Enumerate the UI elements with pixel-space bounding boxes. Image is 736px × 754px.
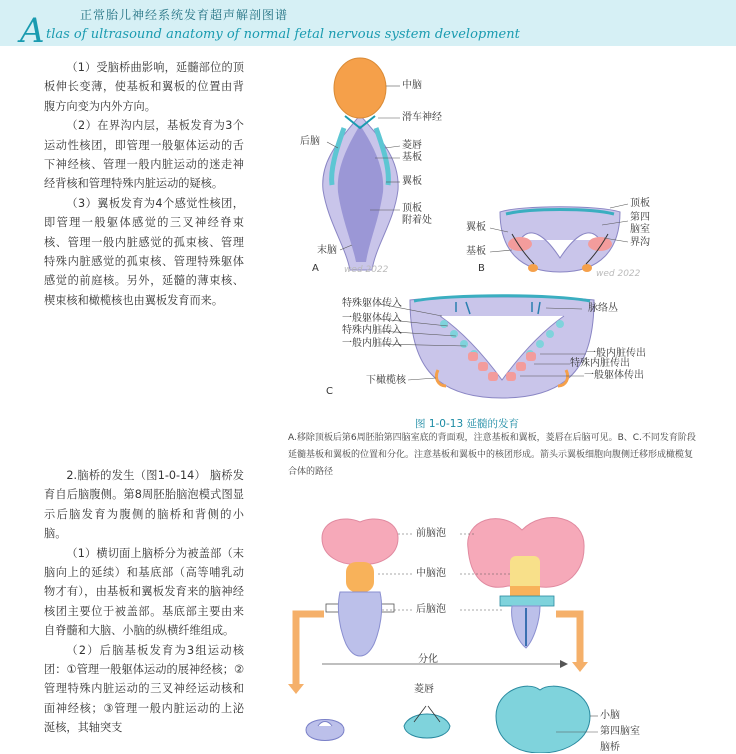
fig14-vesicles-left: [322, 519, 398, 656]
label-sva-in: 特殊内脏传入: [342, 325, 402, 336]
label-pons: 脑桥: [600, 742, 620, 753]
label-hindbrain-vesicle: 后脑泡: [416, 604, 446, 615]
label-roof-plate: 顶板: [402, 203, 422, 214]
label-differentiation: 分化: [418, 654, 438, 665]
fig13-panel-c: [380, 296, 594, 398]
label-attachment: 附着处: [402, 215, 432, 226]
label-sulcus-limitans: 界沟: [630, 237, 650, 248]
label-midbrain-vesicle: 中脑泡: [416, 568, 446, 579]
label-panel-b: B: [478, 263, 485, 274]
label-gve-out: 一般内脏传出: [586, 348, 646, 359]
label-trochlear-nerve: 滑车神经: [402, 112, 442, 123]
label-panel-a: A: [312, 263, 319, 274]
label-roof-plate-b: 顶板: [630, 198, 650, 209]
label-rhombic-lip-14: 菱唇: [414, 684, 434, 695]
fig14-arrows: [288, 614, 588, 694]
header-title-cn: 正常胎儿神经系统发育超声解剖图谱: [80, 8, 289, 22]
label-panel-c: C: [326, 386, 333, 397]
label-alar-plate: 翼板: [402, 176, 422, 187]
label-sve-out: 特殊内脏传出: [570, 358, 630, 369]
paragraph-2: （2）在界沟内层，基板发育为3个运动性核团，即管理一般躯体运动的舌下神经核、管理一般内脏运动的迷走神经背核和管理特殊内脏运动的疑核。: [44, 119, 244, 191]
label-gsa-in: 一般躯体传入: [342, 313, 402, 324]
label-myelencephalon: 末脑: [317, 245, 337, 256]
paragraph-1: （1）受脑桥曲影响，延髓部位的顶板伸长变薄，使基板和翼板的位置由背腹方向变为内外方向。: [44, 61, 244, 113]
label-fourth-ventricle-1: 第四: [630, 212, 650, 223]
header-title-initial: A: [20, 11, 45, 51]
label-choroid-plexus: 脉络丛: [588, 303, 618, 314]
watermark-1: wed 2022: [344, 265, 389, 275]
label-basal-plate-b: 基板: [466, 246, 486, 257]
fig13-panel-b: [490, 204, 628, 272]
fig14-sections: [306, 686, 598, 753]
label-midbrain: 中脑: [402, 80, 422, 91]
fig13-panel-a: [323, 58, 400, 270]
label-inferior-olive: 下橄榄核: [366, 375, 406, 386]
paragraph-6: （2）后脑基板发育为3组运动核团：①管理一般躯体运动的展神经核；②管理特殊内脏运动的三叉神经运动核和面神经核；③管理一般内脏运动的上泌涎核，其轴突支: [44, 643, 244, 735]
label-gse-out: 一般躯体传出: [584, 370, 644, 381]
paragraph-3: （3）翼板发育为4个感觉性核团，即管理一般躯体感觉的三叉神经脊束核、管理一般内脏感觉的孤束核、管理特殊内脏感觉的孤束核、管理特殊躯体感觉的前庭核。另外，延髓的薄束核、楔束核和橄榄核也由翼板发育而来。: [44, 196, 244, 307]
label-fourth-ventricle-2: 脑室: [630, 224, 650, 235]
paragraph-5: （1）横切面上脑桥分为被盖部（末脑向上的延续）和基底部（高等哺乳动物才有），由基板和翼板发育来的脑神经核团主要位于被盖部。基底部主要由来自脊髓和大脑、小脑的纵横纤维组成。: [44, 546, 244, 638]
label-rhombic-lip: 菱唇: [402, 140, 422, 151]
label-gva-in: 一般内脏传入: [342, 338, 402, 349]
label-alar-plate-b: 翼板: [466, 222, 486, 233]
label-basal-plate: 基板: [402, 152, 422, 163]
label-hindbrain: 后脑: [300, 136, 320, 147]
label-forebrain-vesicle: 前脑泡: [416, 528, 446, 539]
fig14-vesicles-right: [468, 518, 584, 648]
label-ssa-in: 特殊躯体传入: [342, 298, 402, 309]
label-cerebellum: 小脑: [600, 710, 620, 721]
figure-13-caption-body: A.移除顶板后第6周胚胎第四脑室底的背面观，注意基板和翼板，菱唇在后脑可见。B、C.不同发育阶段延髓基板和翼板的位置和分化。注意基板和翼板中的核团形成。箭头示翼板细胞向腹侧迁移形成橄榄复合体的路径: [288, 433, 696, 477]
label-fourth-ventricle: 第四脑室: [600, 726, 640, 737]
watermark-2: wed 2022: [596, 269, 641, 279]
header-title-en: tlas of ultrasound anatomy of normal fetal nervous system development: [46, 27, 520, 42]
figure-13-caption-title: 图 1-0-13 延髓的发育: [415, 418, 519, 430]
paragraph-4: 2.脑桥的发生（图1-0-14） 脑桥发育自后脑腹侧。第8周胚胎脑泡模式图显示后脑发育为腹侧的脑桥和背侧的小脑。: [44, 469, 244, 541]
